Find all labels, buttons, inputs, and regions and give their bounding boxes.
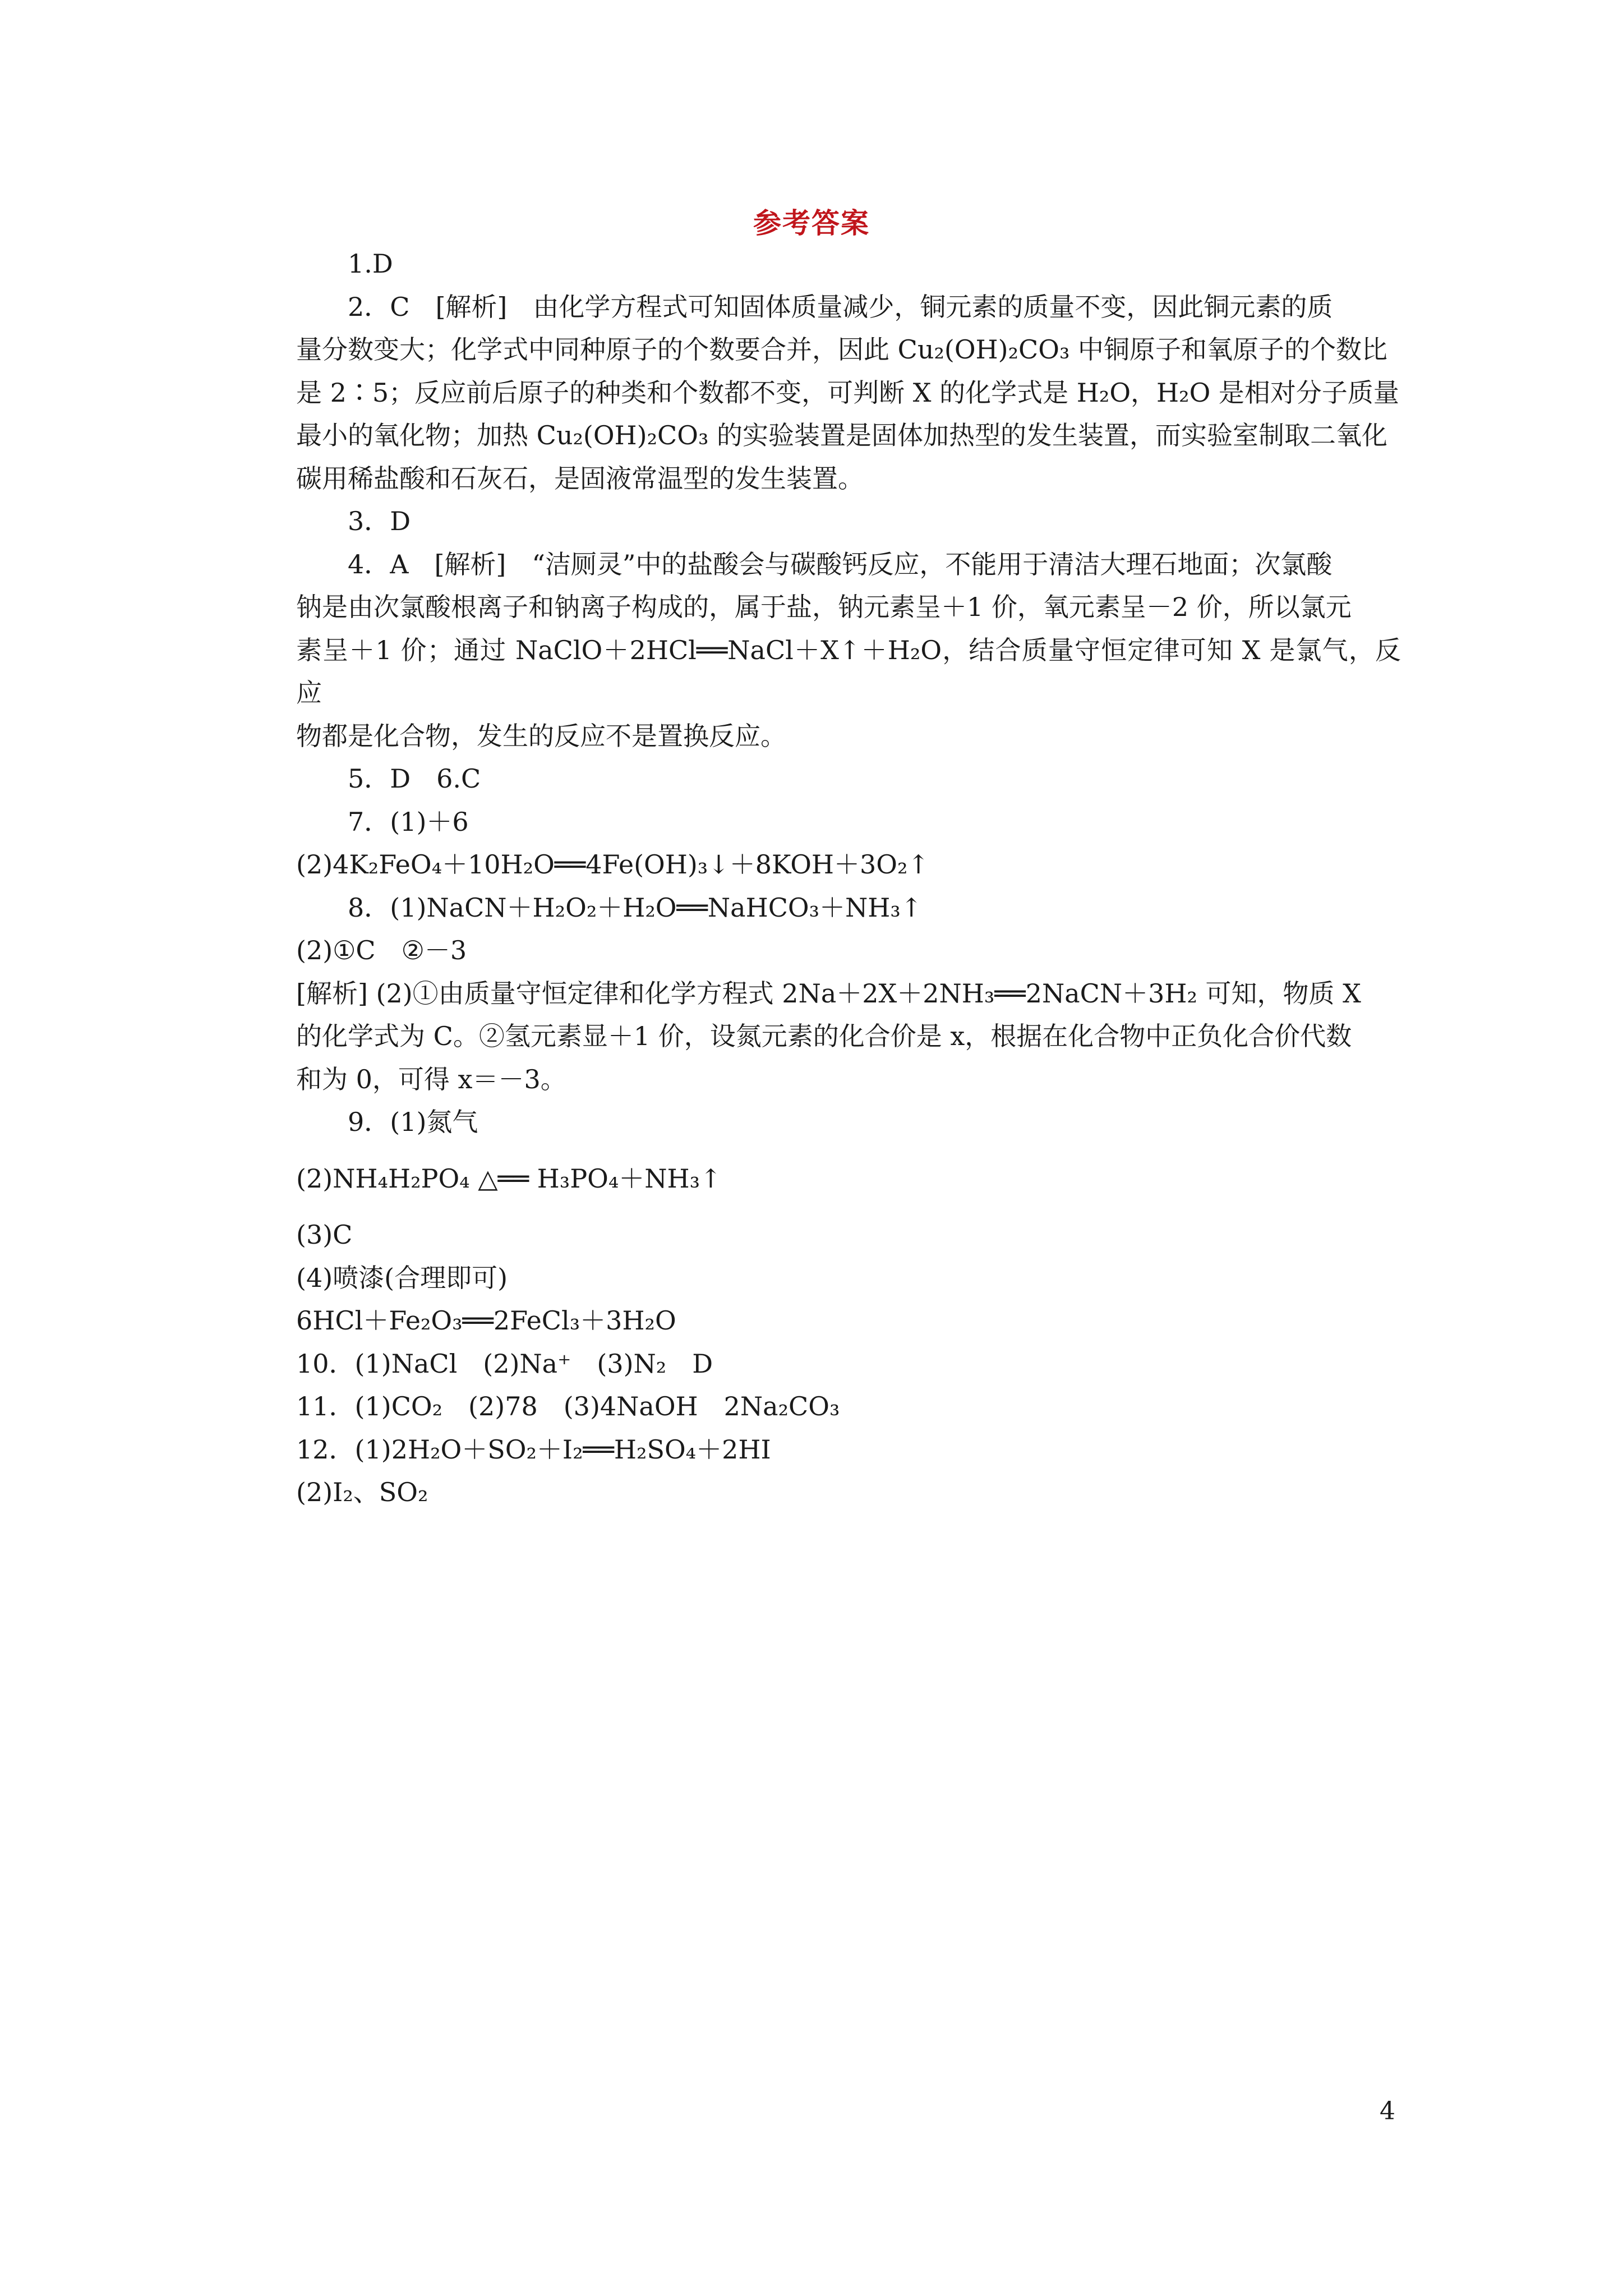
answer-line: 5．D 6.C	[348, 763, 481, 794]
answer-line: 钠是由次氯酸根离子和钠离子构成的，属于盐，钠元素呈＋1 价，氧元素呈－2 价，所以氯元	[296, 592, 1352, 622]
answer-line: 8．(1)NaCN＋H₂O₂＋H₂O══NaHCO₃＋NH₃↑	[348, 892, 923, 923]
answer-line: (2)①C ②－3	[296, 935, 467, 965]
answer-line: (3)C	[296, 1220, 353, 1250]
page-number: 4	[1380, 2097, 1395, 2125]
answer-line: [解析] (2)①由质量守恒定律和化学方程式 2Na＋2X＋2NH₃══2NaCN＋3H₂ 可知，物质 X	[296, 978, 1361, 1009]
answer-line: 6HCl＋Fe₂O₃══2FeCl₃＋3H₂O	[296, 1305, 676, 1336]
answer-line: (2)I₂、SO₂	[296, 1477, 428, 1507]
answer-content	[296, 242, 1401, 1514]
answer-line: 4．A [解析] “洁厕灵”中的盐酸会与碳酸钙反应，不能用于清洁大理石地面；次氯酸	[348, 549, 1332, 579]
answer-line: 的化学式为 C。②氢元素显＋1 价，设氮元素的化合价是 x，根据在化合物中正负化合价代数	[296, 1021, 1352, 1051]
answer-line: 和为 0，可得 x＝－3。	[296, 1064, 566, 1094]
answer-line: 碳用稀盐酸和石灰石，是固液常温型的发生装置。	[296, 463, 864, 494]
answer-line: 9．(1)氮气	[348, 1107, 478, 1137]
answer-line: 11．(1)CO₂ (2)78 (3)4NaOH 2Na₂CO₃	[296, 1391, 840, 1421]
answer-line: 7．(1)＋6	[348, 806, 469, 837]
answer-line: 量分数变大；化学式中同种原子的个数要合并，因此 Cu₂(OH)₂CO₃ 中铜原子和氧原子的个数比	[296, 334, 1388, 365]
answer-line: 物都是化合物，发生的反应不是置换反应。	[296, 720, 786, 751]
answer-line: 3．D	[348, 506, 411, 536]
answer-line: 素呈＋1 价；通过 NaClO＋2HCl══NaCl＋X↑＋H₂O，结合质量守恒定律可知 X 是氯气，反应	[296, 634, 1401, 708]
answer-line: (4)喷漆(合理即可)	[296, 1262, 508, 1293]
answer-line: 2．C [解析] 由化学方程式可知固体质量减少，铜元素的质量不变，因此铜元素的质	[348, 291, 1333, 322]
answer-line: 最小的氧化物；加热 Cu₂(OH)₂CO₃ 的实验装置是固体加热型的发生装置，而实验室制取二氧化	[296, 420, 1388, 450]
page-title: 参考答案	[753, 206, 870, 240]
answer-line: (2)NH₄H₂PO₄ △══ H₃PO₄＋NH₃↑	[296, 1163, 722, 1194]
answer-line: 是 2∶5；反应前后原子的种类和个数都不变，可判断 X 的化学式是 H₂O，H₂O 是相对分子质量	[296, 377, 1399, 408]
answer-line: 12．(1)2H₂O＋SO₂＋I₂══H₂SO₄＋2HI	[296, 1434, 771, 1465]
answer-line: (2)4K₂FeO₄＋10H₂O══4Fe(OH)₃↓＋8KOH＋3O₂↑	[296, 849, 929, 880]
answer-line: 10．(1)NaCl (2)Na⁺ (3)N₂ D	[296, 1348, 713, 1379]
answer-line: 1.D	[348, 249, 393, 279]
